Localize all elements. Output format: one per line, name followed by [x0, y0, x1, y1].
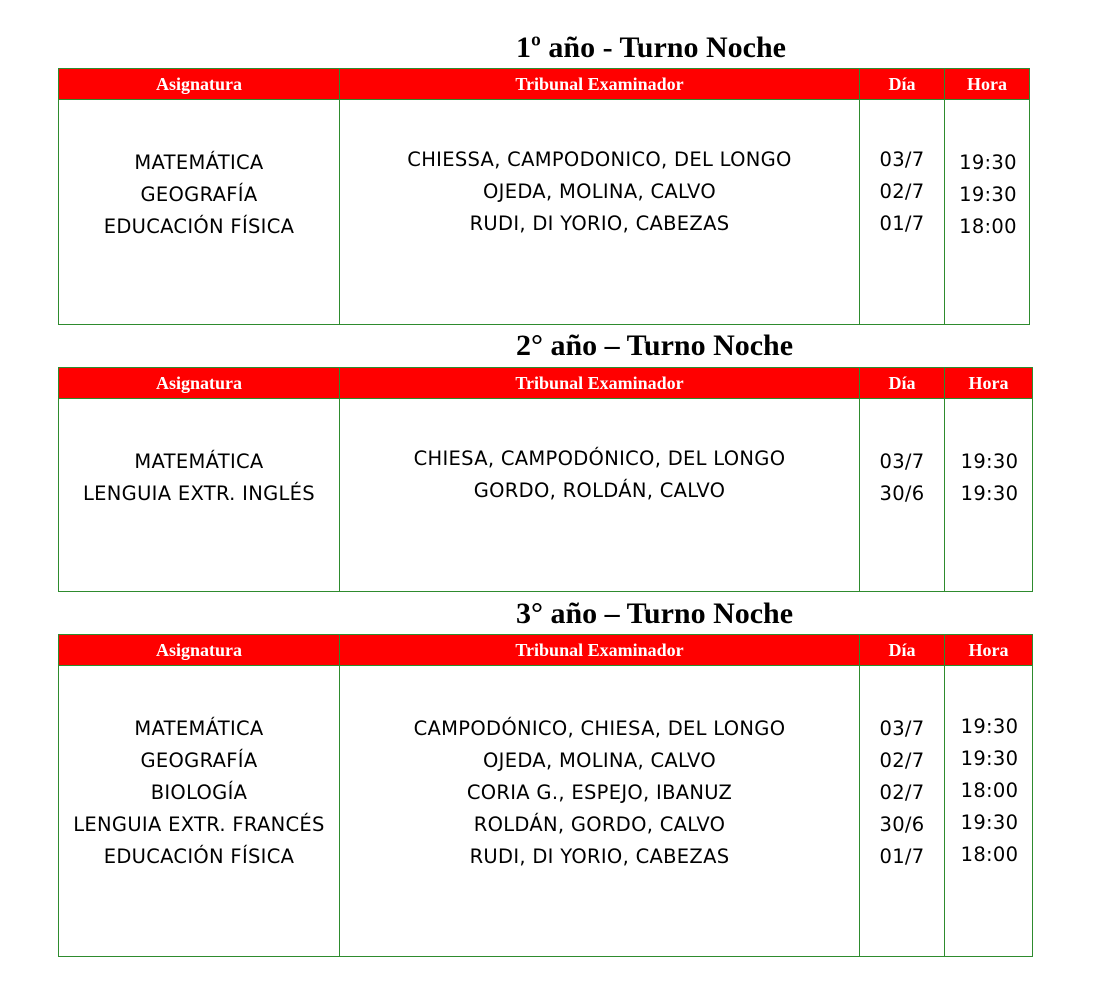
tribunal-column — [340, 713, 859, 873]
day-cell: 03/7 — [879, 717, 925, 740]
subject-cell: BIOLOGÍA — [150, 781, 248, 804]
tribunal-cell: CORIA G., ESPEJO, IBANUZ — [466, 781, 733, 804]
subject-cell: GEOGRAFÍA — [140, 749, 258, 772]
header-tribunal: Tribunal Examinador — [340, 368, 859, 398]
header-divider — [59, 665, 1032, 666]
hour-cell: 19:30 — [960, 450, 1019, 473]
subject-cell: MATEMÁTICA — [134, 151, 264, 174]
hour-cell: 19:30 — [959, 183, 1017, 206]
header-tribunal: Tribunal Examinador — [340, 635, 859, 665]
subject-cell: GEOGRAFÍA — [140, 183, 258, 206]
header-day: Día — [860, 635, 944, 665]
subject-cell: EDUCACIÓN FÍSICA — [103, 215, 295, 238]
header-subject: Asignatura — [59, 635, 339, 665]
hour-cell: 18:00 — [960, 843, 1019, 866]
subject-column — [59, 147, 339, 243]
tribunal-column — [340, 443, 859, 507]
hour-cell: 19:30 — [959, 151, 1017, 174]
day-column — [860, 446, 944, 510]
section-title: 2° año – Turno Noche — [516, 329, 794, 362]
schedule-table-3 — [58, 634, 1033, 957]
header-divider — [59, 398, 1032, 399]
day-cell: 02/7 — [879, 781, 925, 804]
header-subject: Asignatura — [59, 69, 339, 99]
header-hour: Hora — [945, 368, 1032, 398]
day-cell: 01/7 — [879, 845, 925, 868]
tribunal-cell: RUDI, DI YORIO, CABEZAS — [469, 212, 730, 235]
day-cell: 30/6 — [879, 482, 925, 505]
day-cell: 03/7 — [879, 148, 925, 171]
tribunal-cell: CHIESSA, CAMPODONICO, DEL LONGO — [407, 148, 792, 171]
subject-cell: EDUCACIÓN FÍSICA — [103, 845, 295, 868]
day-cell: 03/7 — [879, 450, 925, 473]
subject-cell: MATEMÁTICA — [134, 450, 264, 473]
hour-cell: 19:30 — [960, 482, 1019, 505]
hour-cell: 18:00 — [959, 215, 1017, 238]
section-title: 1º año - Turno Noche — [516, 31, 786, 64]
day-cell: 01/7 — [879, 212, 925, 235]
tribunal-cell: RUDI, DI YORIO, CABEZAS — [469, 845, 730, 868]
day-cell: 30/6 — [879, 813, 925, 836]
day-column — [860, 713, 944, 873]
header-subject: Asignatura — [59, 368, 339, 398]
subject-column — [59, 446, 339, 510]
header-day: Día — [860, 69, 944, 99]
hour-cell: 19:30 — [960, 715, 1019, 738]
hour-cell: 19:30 — [960, 747, 1019, 770]
hour-column — [945, 711, 1034, 871]
tribunal-cell: OJEDA, MOLINA, CALVO — [483, 749, 716, 772]
subject-cell: MATEMÁTICA — [134, 717, 264, 740]
header-hour: Hora — [945, 635, 1032, 665]
day-cell: 02/7 — [879, 180, 925, 203]
hour-cell: 18:00 — [960, 779, 1019, 802]
tribunal-cell: OJEDA, MOLINA, CALVO — [483, 180, 716, 203]
tribunal-column — [340, 144, 859, 240]
day-column — [860, 144, 944, 240]
hour-column — [945, 147, 1031, 243]
header-hour: Hora — [945, 69, 1029, 99]
header-day: Día — [860, 368, 944, 398]
section-title: 3° año – Turno Noche — [516, 597, 794, 630]
header-tribunal: Tribunal Examinador — [340, 69, 859, 99]
subject-cell: LENGUIA EXTR. FRANCÉS — [73, 813, 325, 836]
hour-column — [945, 446, 1034, 510]
schedule-table-2 — [58, 367, 1033, 592]
subject-column — [59, 713, 339, 873]
header-divider — [59, 99, 1029, 100]
hour-cell: 19:30 — [960, 811, 1019, 834]
tribunal-cell: ROLDÁN, GORDO, CALVO — [473, 813, 726, 836]
tribunal-cell: CHIESA, CAMPODÓNICO, DEL LONGO — [413, 447, 786, 470]
tribunal-cell: GORDO, ROLDÁN, CALVO — [473, 479, 726, 502]
tribunal-cell: CAMPODÓNICO, CHIESA, DEL LONGO — [413, 717, 786, 740]
schedule-table-1 — [58, 68, 1030, 325]
day-cell: 02/7 — [879, 749, 925, 772]
subject-cell: LENGUIA EXTR. INGLÉS — [83, 482, 315, 505]
